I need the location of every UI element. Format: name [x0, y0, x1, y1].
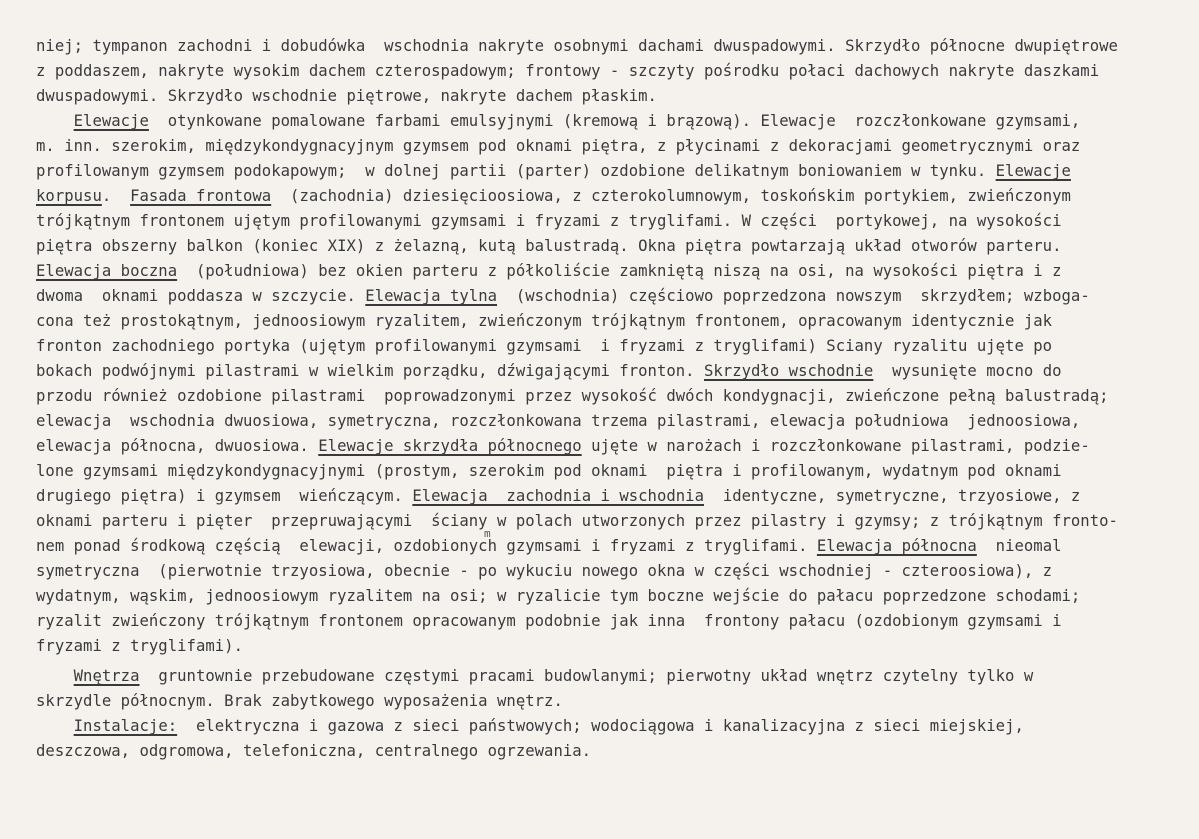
text-line [36, 534, 1062, 558]
section-heading: Instalacje: [73, 717, 178, 735]
text-segment: lone gzymsami międzykondygnacyjnymi (prostym, szerokim pod oknami piętra i profilowanym, wydatnym pod oknami [36, 462, 1062, 480]
text-line [36, 284, 1090, 308]
text-segment: otynkowane pomalowane farbami emulsyjnymi (kremową i brązową). Elewacje rozczłonkowane gzymsami, [148, 112, 1081, 130]
text-line [36, 134, 1080, 158]
text-line [36, 109, 1080, 133]
text-segment [36, 717, 74, 735]
section-heading: korpusu [36, 187, 102, 205]
section-heading: Elewacje [995, 162, 1071, 180]
text-segment: profilowanym gzymsem podokapowym; w dolnej partii (parter) ozdobione delikatnym boniowaniem w tynku. [36, 162, 996, 180]
text-line [36, 334, 1052, 358]
text-segment: bokach podwójnymi pilastrami w wielkim porządku, dźwigającymi fronton. [36, 362, 704, 380]
text-line [36, 259, 1062, 283]
text-segment: (wschodnia) częściowo poprzedzona nowszym skrzydłem; wzboga- [497, 287, 1090, 305]
text-segment: . [101, 187, 131, 205]
text-line [36, 409, 1080, 433]
section-heading: Elewacje skrzydła północnego [318, 437, 582, 455]
text-line [36, 714, 1024, 738]
section-heading: Elewacje [73, 112, 149, 130]
text-line [36, 459, 1062, 483]
text-segment: elewacja północna, dwuosiowa. [36, 437, 319, 455]
text-segment: piętra obszerny balkon (koniec XIX) z żelazną, kutą balustradą. Okna piętra powtarzają układ otworów parteru. [36, 237, 1062, 255]
text-line [36, 309, 1052, 333]
text-segment: fryzami z tryglifami). [36, 637, 243, 655]
text-segment: (zachodnia) dziesięcioosiowa, z czterokolumnowym, toskońskim portykiem, zwieńczonym [271, 187, 1071, 205]
text-segment: fronton zachodniego portyka (ujętym profilowanymi gzymsami i fryzami z tryglifami) Sciany ryzalitu ujęte po [36, 337, 1053, 355]
section-heading: Elewacja zachodnia i wschodnia [412, 487, 704, 505]
text-line [36, 59, 1099, 83]
text-segment: dwuspadowymi. Skrzydło wschodnie piętrowe, nakryte dachem płaskim. [36, 87, 657, 105]
text-line [36, 34, 1118, 58]
text-line [36, 584, 1080, 608]
text-line [36, 359, 1062, 383]
text-segment: oknami parteru i pięter przepruwającymi ściany w polach utworzonych przez pilastry i gzymsy; z trójkątnym fronto- [36, 512, 1118, 530]
text-segment: deszczowa, odgromowa, telefoniczna, centralnego ogrzewania. [36, 742, 592, 760]
text-line [36, 634, 243, 658]
section-heading: Wnętrza [73, 667, 140, 685]
text-segment: gruntownie przebudowane częstymi pracami budowlanymi; pierwotny układ wnętrz czytelny tylko w [139, 667, 1034, 685]
text-line [36, 609, 1062, 633]
handwritten-correction-mark: m [484, 527, 491, 540]
text-line [36, 559, 1052, 583]
section-heading: Elewacja północna [816, 537, 977, 555]
text-segment: wysunięte mocno do [873, 362, 1062, 380]
text-segment: z poddaszem, nakryte wysokim dachem czterospadowym; frontowy - szczyty pośrodku połaci dachowych nakryte daszkami [36, 62, 1100, 80]
text-segment: symetryczna (pierwotnie trzyosiowa, obecnie - po wykuciu nowego okna w części wschodniej - czteroosiowa), z [36, 562, 1053, 580]
text-segment: wydatnym, wąskim, jednoosiowym ryzalitem na osi; w ryzalicie tym boczne wejście do pałacu poprzedzone schodami; [36, 587, 1081, 605]
text-segment: identyczne, symetryczne, trzyosiowe, z [704, 487, 1081, 505]
section-heading: Elewacja tylna [365, 287, 498, 305]
text-segment: elewacja wschodnia dwuosiowa, symetryczna, rozczłonkowana trzema pilastrami, elewacja południowa jednoosiowa, [36, 412, 1081, 430]
section-heading: Fasada frontowa [130, 187, 272, 205]
text-line [36, 484, 1080, 508]
text-line [36, 384, 1109, 408]
text-segment: nieomal [976, 537, 1062, 555]
text-segment: trójkątnym frontonem ujętym profilowanymi gzymsami i fryzami z tryglifami. W części portykowej, na wysokości [36, 212, 1062, 230]
text-segment: nem ponad środkową częścią elewacji, ozdobionych gzymsami i fryzami z tryglifami. [36, 537, 817, 555]
text-segment: drugiego piętra) i gzymsem wieńczącym. [36, 487, 413, 505]
text-line [36, 184, 1071, 208]
text-segment: dwoma oknami poddasza w szczycie. [36, 287, 366, 305]
text-segment: przodu również ozdobione pilastrami poprowadzonymi przez wysokość dwóch kondygnacji, zwieńczone pełną balustradą; [36, 387, 1109, 405]
text-segment: cona też prostokątnym, jednoosiowym ryzalitem, zwieńczonym trójkątnym frontonem, opracowanym identycznie jak [36, 312, 1053, 330]
text-segment: ujęte w narożach i rozczłonkowane pilastrami, podzie- [581, 437, 1090, 455]
text-line [36, 509, 1118, 533]
text-segment: skrzydle północnym. Brak zabytkowego wyposażenia wnętrz. [36, 692, 563, 710]
text-segment: (południowa) bez okien parteru z półkoliście zamkniętą niszą na osi, na wysokości piętra i z [177, 262, 1062, 280]
section-heading: Skrzydło wschodnie [703, 362, 874, 380]
text-line [36, 664, 1033, 688]
section-heading: Elewacja boczna [36, 262, 178, 280]
text-line [36, 234, 1062, 258]
text-line [36, 434, 1090, 458]
text-line [36, 84, 657, 108]
text-line [36, 739, 591, 763]
text-line [36, 159, 1071, 183]
text-segment: m. inn. szerokim, międzykondygnacyjnym gzymsem pod oknami piętra, z płycinami z dekoracjami geometrycznymi oraz [36, 137, 1081, 155]
text-segment [36, 667, 74, 685]
text-line [36, 209, 1062, 233]
text-line [36, 689, 563, 713]
text-segment [36, 112, 74, 130]
text-segment: niej; tympanon zachodni i dobudówka wschodnia nakryte osobnymi dachami dwuspadowymi. Skrzydło północne dwupiętrowe [36, 37, 1118, 55]
text-segment: elektryczna i gazowa z sieci państwowych; wodociągowa i kanalizacyjna z sieci miejskiej, [177, 717, 1024, 735]
text-segment: ryzalit zwieńczony trójkątnym frontonem opracowanym podobnie jak inna frontony pałacu (ozdobionym gzymsami i [36, 612, 1062, 630]
